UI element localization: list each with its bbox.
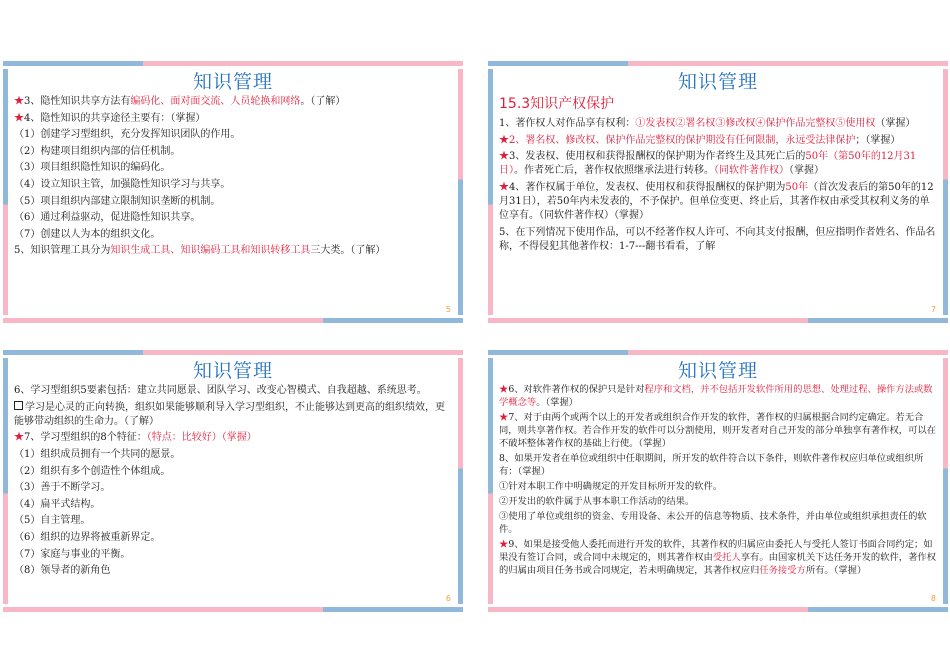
sub-item: （1）创建学习型组织，充分发挥知识团队的作用。 <box>14 129 241 141</box>
slide-5 <box>3 61 463 323</box>
slide-title: 知识管理 <box>677 71 758 93</box>
star-icon: ★ <box>14 96 24 107</box>
sub-item: （1）组织成员拥有一个共同的愿景。 <box>14 448 181 460</box>
item-4: ★4、著作权属于单位，发表权、使用权和获得报酬权的保护期为50年（首次发表后的第50年的12月31日），若50年内未发表的，不予保护。但单位变更、终止后，其著作权由承受其权利义务的单位享有。（同软件著作权）（掌握） <box>499 181 934 222</box>
decor-bar <box>808 607 948 612</box>
star-icon: ★ <box>499 384 509 395</box>
boxed-item: 学习是心灵的正向转换，组织如果能够顺利导入学习型组织，不止能够达到更高的组织绩效，更能够带动组织的生命力。（了解） <box>14 401 445 427</box>
decor-bar <box>488 61 628 66</box>
slide-body <box>14 384 451 581</box>
decor-bar <box>458 358 463 604</box>
slide-8 <box>488 350 948 612</box>
decor-bar <box>458 69 463 315</box>
item-6: ★6、对软件著作权的保护只是针对程序和文档，并不包括开发软件所用的思想、处理过程、操作方法或数学概念等。（掌握） <box>499 384 933 408</box>
item-7: ★7、对于由两个或两个以上的开发者或组织合作开发的软件，著作权的归属根据合同约定确定。若无合同，则共享著作权。若合作开发的软件可以分割使用，则开发者对自己开发的部分单独享有著作权，可以在不破坏整体著作权的基础上行使。（掌握） <box>499 411 936 449</box>
decor-bar <box>488 69 493 315</box>
slide-title: 知识管理 <box>192 71 273 93</box>
sub-item: （4）扁平式结构。 <box>14 498 101 510</box>
sub-item: （2）组织有多个创造性个体组成。 <box>14 465 171 477</box>
sub-item: （6）通过利益驱动，促进隐性知识共享。 <box>14 212 201 224</box>
sub-item: （8）领导者的新角色 <box>14 565 111 577</box>
decor-bar <box>3 358 8 604</box>
decor-bar <box>3 350 143 355</box>
decor-bar <box>3 61 143 66</box>
condition-item: ②开发出的软件属于从事本职工作活动的结果。 <box>499 495 695 507</box>
decor-bar <box>488 318 808 323</box>
page-number: 8 <box>930 594 936 603</box>
page-number: 7 <box>930 305 936 314</box>
sub-item: （2）构建项目组织内部的信任机制。 <box>14 145 181 157</box>
condition-item: ③使用了单位或组织的资金、专用设备、未公开的信息等物质、技术条件，并由单位或组织承担责任的软件。 <box>499 511 927 535</box>
sub-item: （7）创建以人为本的组织文化。 <box>14 228 161 240</box>
item-7: ★7、学习型组织的8个特征：（特点：比较好）（掌握） <box>14 432 257 444</box>
item-8: 8、如果开发者在单位或组织中任职期间，所开发的软件符合以下条件，则软件著作权应归单位或组织所有：（掌握） <box>499 452 924 477</box>
sub-item: （7）家庭与事业的平衡。 <box>14 548 131 560</box>
sub-item: （4）设立知识主管，加强隐性知识学习与共享。 <box>14 178 231 190</box>
decor-bar <box>323 318 463 323</box>
decor-bar <box>943 69 948 315</box>
star-icon: ★ <box>499 539 509 551</box>
slide-body <box>499 384 936 580</box>
slide-title: 知识管理 <box>192 360 273 382</box>
decor-bar <box>143 350 463 355</box>
sub-item: （3）善于不断学习。 <box>14 482 111 494</box>
sub-item: （6）组织的边界将被重新界定。 <box>14 531 161 543</box>
decor-bar <box>323 607 463 612</box>
item-3: ★3、发表权、使用权和获得报酬权的保护期为作者终生及其死亡后的50年（第50年的12月31日）。作者死亡后，著作权依照继承法进行转移。（同软件著作权）（掌握） <box>499 151 917 177</box>
star-icon: ★ <box>14 432 24 444</box>
slide-title: 知识管理 <box>677 360 758 382</box>
item-6: 6、学习型组织5要素包括：建立共同愿景、团队学习、改变心智模式、自我超越、系统思考。 <box>14 385 427 396</box>
item-3: ★3、隐性知识共享方法有编码化、面对面交流、人员轮换和网络。（了解） <box>14 96 346 107</box>
item-1: 1、著作权人对作品享有权利：①发表权②署名权③修改权④保护作品完整权⑤使用权（掌握） <box>499 118 916 129</box>
decor-bar <box>943 358 948 604</box>
sub-item: （5）项目组织内部建立限制知识垄断的机制。 <box>14 195 221 207</box>
star-icon: ★ <box>499 151 509 163</box>
decor-bar <box>488 358 493 604</box>
sub-item: （3）项目组织隐性知识的编码化。 <box>14 162 171 174</box>
slide-6 <box>3 350 463 612</box>
decor-bar <box>488 350 628 355</box>
decor-bar <box>3 69 8 315</box>
slide-7 <box>488 61 948 323</box>
slide-body <box>14 95 451 261</box>
condition-item: ①针对本职工作中明确规定的开发目标所开发的软件。 <box>499 480 723 492</box>
slide-body <box>499 95 936 257</box>
star-icon: ★ <box>499 411 509 423</box>
page-number: 5 <box>445 305 451 314</box>
item-5: 5、在下列情况下使用作品，可以不经著作权人许可、不向其支付报酬，但应指明作者姓名、作品名称，不得侵犯其他著作权：1-7---翻书看看，了解 <box>499 226 936 253</box>
decor-bar <box>808 318 948 323</box>
decor-bar <box>143 61 463 66</box>
star-icon: ★ <box>499 181 509 193</box>
item-9: ★9、如果是接受他人委托而进行开发的软件，其著作权的归属应由委托人与受托人签订书面合同约定；如果没有签订合同，或合同中未规定的，则其著作权由受托人享有。由国家机关下达任务开发的软件，著作权的归属由项目任务书或合同规定，若未明确规定，其著作权应归任务接受方所有。（掌握） <box>499 539 936 576</box>
decor-bar <box>3 318 323 323</box>
star-icon: ★ <box>14 112 24 124</box>
star-icon: ★ <box>499 134 509 146</box>
section-heading: 15.3知识产权保护 <box>499 96 615 112</box>
item-2: ★2、署名权、修改权、保护作品完整权的保护期没有任何限制，永远受法律保护；（掌握） <box>499 134 901 146</box>
decor-bar <box>628 350 948 355</box>
decor-bar <box>3 607 323 612</box>
decor-bar <box>488 607 808 612</box>
decor-bar <box>628 61 948 66</box>
checkbox-icon <box>14 401 23 410</box>
item-4: ★4、隐性知识的共享途径主要有：（掌握） <box>14 112 206 124</box>
page-number: 6 <box>445 594 451 603</box>
sub-item: （5）自主管理。 <box>14 515 91 527</box>
item-5: 5、知识管理工具分为知识生成工具、知识编码工具和知识转移工具三大类。（了解） <box>14 245 386 257</box>
